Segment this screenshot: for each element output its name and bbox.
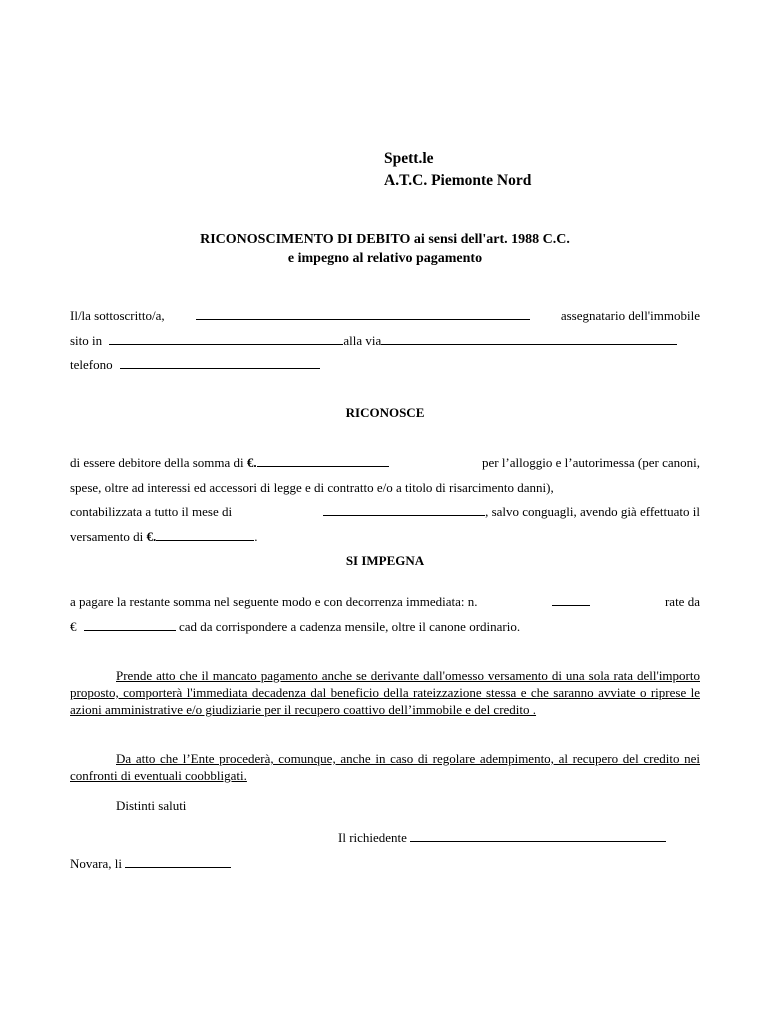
subscriber-name-field[interactable] xyxy=(196,308,530,320)
city-field[interactable] xyxy=(109,333,343,345)
closing-text: Distinti saluti xyxy=(116,798,187,813)
debt-purpose-text: per l’alloggio e l’autorimessa (per canoni, xyxy=(481,455,700,470)
commits-heading: SI IMPEGNA xyxy=(345,553,425,568)
installment-amount-line xyxy=(70,619,700,635)
subscriber-label: Il/la sottoscritto/a, xyxy=(70,308,165,323)
place-date-line xyxy=(70,856,231,872)
phone-label: telefono xyxy=(70,357,113,372)
street-field[interactable] xyxy=(381,333,677,345)
euro-symbol: €. xyxy=(246,455,257,470)
phone-field[interactable] xyxy=(120,357,320,369)
signature-label: Il richiedente xyxy=(338,830,407,845)
installment-amount-field[interactable] xyxy=(84,619,176,631)
installments-count-field[interactable] xyxy=(552,594,590,606)
month-field[interactable] xyxy=(323,504,485,516)
location-line xyxy=(70,333,700,349)
recipient-block xyxy=(384,148,531,192)
debt-amount-line xyxy=(70,455,700,471)
installments-label: rate da xyxy=(664,594,700,609)
payment-end: . xyxy=(254,529,258,544)
recovery-paragraph: Da atto che l’Ente procederà, comunque, anche in caso di regolare adempimento, al recupero del credito nei confronti di eventuali coobbligati. xyxy=(70,751,700,783)
acknowledgement-paragraph: Prende atto che il mancato pagamento anche se derivante dall'omesso versamento di una sola rata dell'importo proposto, comporterà l'immediata decadenza dal beneficio della rateizzazione stessa e che saranno avviate o riprese le azioni amministrative e/o giudiziarie per il recupero coattivo dell’immobile e del credito . xyxy=(70,668,700,717)
debt-details-line xyxy=(70,480,700,496)
debt-amount-field[interactable] xyxy=(257,455,389,467)
installments-text: a pagare la restante somma nel seguente modo e con decorrenza immediata: n. xyxy=(70,594,478,609)
place-date-label: Novara, li xyxy=(70,856,122,871)
subscriber-line xyxy=(70,308,700,324)
document-title: RICONOSCIMENTO DI DEBITO ai sensi dell'art. 1988 C.C. xyxy=(200,232,570,247)
adjustment-text: , salvo conguagli, avendo già effettuato il xyxy=(485,504,700,519)
document-subtitle: e impegno al relativo pagamento xyxy=(287,251,483,266)
accounted-label: contabilizzata a tutto il mese di xyxy=(70,504,233,519)
payment-amount-field[interactable] xyxy=(156,529,254,541)
debt-amount-label: di essere debitore della somma di xyxy=(70,455,244,470)
phone-line xyxy=(70,357,700,373)
installment-text: cad da corrispondere a cadenza mensile, oltre il canone ordinario. xyxy=(179,619,521,634)
recipient-name: A.T.C. Piemonte Nord xyxy=(384,172,532,189)
signature-field[interactable] xyxy=(410,830,666,842)
assignee-label: assegnatario dell'immobile xyxy=(560,308,700,323)
payment-line xyxy=(70,529,700,545)
street-label: alla via xyxy=(343,333,382,348)
signature-line xyxy=(338,830,666,846)
installment-euro-symbol: € xyxy=(70,619,77,634)
recognizes-heading: RICONOSCE xyxy=(345,405,425,420)
date-field[interactable] xyxy=(125,856,231,868)
debt-accounted-line xyxy=(70,504,700,520)
payment-euro-symbol: €. xyxy=(146,529,157,544)
debt-details-text: spese, oltre ad interessi ed accessori di legge e di contratto e/o a titolo di risarcimento danni), xyxy=(70,480,554,495)
payment-label: versamento di xyxy=(70,529,144,544)
installments-line xyxy=(70,594,700,610)
recipient-salutation: Spett.le xyxy=(384,150,434,167)
located-label: sito in xyxy=(70,333,103,348)
